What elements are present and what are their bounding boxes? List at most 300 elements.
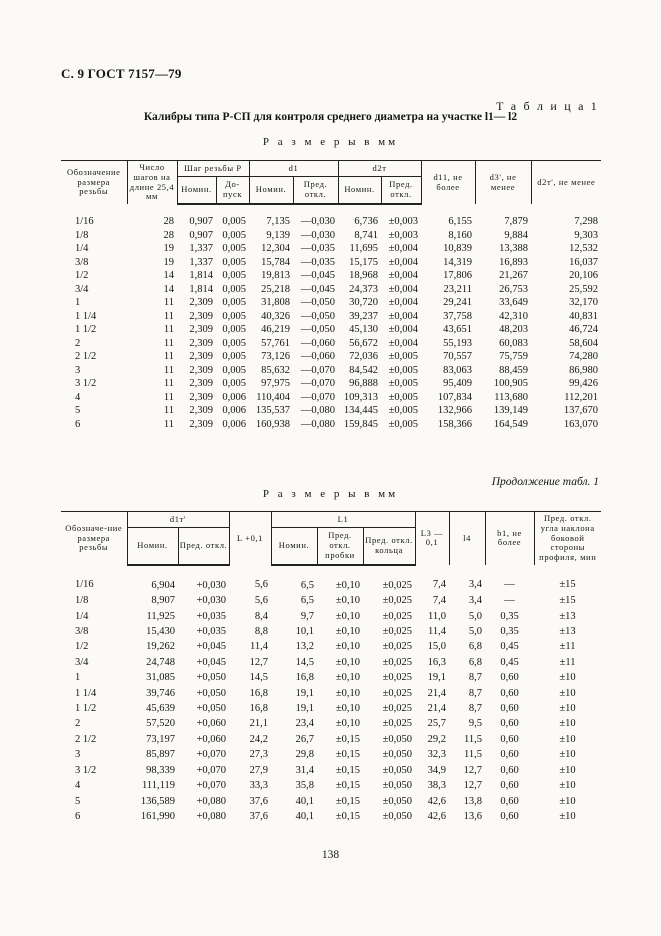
- table-cell: 10,839: [443, 243, 473, 255]
- col-designation: Обозначе-ние размера резьбы: [61, 512, 127, 565]
- table-cell: 75,759: [499, 351, 529, 363]
- table-row: [61, 377, 601, 391]
- table-cell: 2,309: [189, 418, 213, 430]
- table-cell: 0,005: [222, 378, 247, 390]
- table-cell: 84,542: [349, 364, 379, 376]
- table-cell: 18,968: [349, 270, 379, 282]
- table-cell: 85,897: [146, 749, 175, 761]
- col-pitch-tolerance: До-пуск: [216, 177, 249, 204]
- table-cell: ±0,004: [388, 324, 419, 336]
- table-row: [61, 624, 601, 639]
- table-cell: —0,050: [300, 310, 336, 322]
- table-cell: 24,2: [249, 733, 268, 745]
- row-designation: 1: [75, 297, 81, 309]
- table-cell: 0,45: [500, 656, 519, 668]
- row-designation: 3/8: [75, 256, 89, 268]
- table-cell: +0,050: [196, 703, 226, 715]
- col-d2t-limit: Пред. откл.: [381, 177, 421, 204]
- table-cell: ±0,025: [382, 656, 413, 668]
- table-cell: 2,309: [189, 310, 213, 322]
- table-cell: 19: [163, 256, 174, 268]
- table-cell: 0,005: [222, 283, 247, 295]
- table-cell: ±0,15: [335, 795, 360, 807]
- table-cell: ±0,025: [382, 595, 413, 607]
- table-row: [61, 732, 601, 747]
- table-cell: ±0,004: [388, 243, 419, 255]
- table-cell: 7,879: [504, 215, 529, 227]
- row-designation: 3/4: [75, 283, 89, 295]
- table-cell: 39,746: [146, 687, 175, 699]
- table-cell: +0,050: [196, 687, 226, 699]
- row-designation: 1/4: [75, 243, 89, 255]
- table-cell: ±10: [559, 749, 576, 761]
- table-cell: 1,814: [189, 283, 213, 295]
- row-designation: 1/2: [75, 641, 89, 653]
- table-cell: 21,4: [427, 687, 447, 699]
- table-cell: +0,070: [196, 764, 226, 776]
- col-threads: Число шагов на длине 25,4 мм: [127, 161, 177, 205]
- table-cell: 33,3: [249, 780, 268, 792]
- col-L1-nominal: Номин.: [271, 527, 317, 564]
- table-row: [61, 350, 601, 364]
- table-cell: 70,557: [443, 351, 473, 363]
- table-cell: ±0,004: [388, 256, 419, 268]
- table-cell: 48,203: [499, 324, 529, 336]
- table-cell: ±0,005: [388, 378, 419, 390]
- table-cell: 0,60: [500, 718, 519, 730]
- table-cell: 2,309: [189, 337, 213, 349]
- table-cell: 58,604: [569, 337, 599, 349]
- table-cell: 27,3: [249, 749, 268, 761]
- table-cell: 134,445: [343, 405, 379, 417]
- table-cell: ±0,004: [388, 337, 419, 349]
- row-designation: 3: [75, 749, 81, 761]
- table-cell: ±0,004: [388, 297, 419, 309]
- table-cell: ±0,10: [335, 641, 360, 653]
- col-designation: Обозначение размера резьбы: [61, 161, 127, 205]
- table-cell: 30,720: [349, 297, 379, 309]
- table-cell: 37,6: [249, 810, 268, 822]
- table-cell: 0,005: [222, 337, 247, 349]
- table-cell: 6,736: [354, 216, 379, 228]
- table-cell: 6,5: [300, 595, 314, 607]
- col-L1-ring: Пред. откл. кольца: [363, 527, 415, 564]
- table-cell: ±0,10: [335, 626, 360, 638]
- table-cell: 11,5: [464, 733, 483, 745]
- table-cell: 0,005: [222, 364, 247, 376]
- gauge-table: [61, 160, 601, 431]
- table-cell: —0,030: [300, 216, 336, 228]
- table-cell: ±0,005: [388, 405, 419, 417]
- table-cell: 19,1: [295, 703, 314, 715]
- table-row: [61, 794, 601, 809]
- table-cell: 6,5: [300, 579, 314, 591]
- table-cell: 14: [163, 270, 174, 282]
- table-cell: 2,309: [189, 391, 213, 403]
- table-cell: +0,030: [196, 579, 226, 591]
- table-cell: 40,1: [295, 810, 314, 822]
- row-designation: 2 1/2: [75, 733, 97, 745]
- row-designation: 3/8: [75, 626, 89, 638]
- continuation-label: Продолжение табл. 1: [491, 476, 599, 488]
- table-cell: 0,005: [222, 297, 247, 309]
- row-designation: 1 1/2: [75, 703, 97, 715]
- table-cell: 73,197: [146, 733, 175, 745]
- table-row: [61, 337, 601, 351]
- table-row: [61, 323, 601, 337]
- table-cell: 5,6: [254, 595, 268, 607]
- table-cell: 34,9: [427, 764, 447, 776]
- table-cell: 15,784: [261, 256, 291, 268]
- table-cell: 32,170: [569, 297, 599, 309]
- table-cell: 32,3: [427, 749, 447, 761]
- table-cell: 11: [163, 364, 174, 376]
- table-cell: 24,748: [146, 656, 175, 668]
- table-label: Т а б л и ц а 1: [496, 99, 599, 113]
- table-cell: 37,6: [249, 795, 268, 807]
- col-pitch: Шаг резьбы P: [177, 161, 249, 177]
- table-row: [61, 565, 601, 593]
- table-cell: ±10: [559, 718, 576, 730]
- table-title: Калибры типа Р-СП для контроля среднего диаметра на участке l1— l2: [143, 111, 518, 123]
- table-cell: 15,175: [349, 256, 379, 268]
- table-row: [61, 809, 601, 824]
- table-cell: 0,005: [222, 229, 247, 241]
- table-cell: ±0,003: [388, 216, 419, 228]
- table-cell: —0,050: [300, 324, 336, 336]
- table-cell: ±10: [559, 733, 576, 745]
- table-cell: 159,845: [343, 418, 379, 430]
- table-cell: —: [504, 579, 515, 591]
- table-cell: 31,808: [261, 297, 291, 309]
- table-cell: 6,155: [448, 215, 473, 227]
- table-cell: 83,063: [443, 364, 473, 376]
- table-cell: 9,7: [300, 610, 314, 622]
- table-cell: ±0,005: [388, 418, 419, 430]
- row-designation: 1/2: [75, 270, 89, 282]
- table-cell: —0,035: [300, 256, 336, 268]
- table-cell: +0,060: [196, 718, 226, 730]
- table-cell: 25,7: [427, 718, 447, 730]
- table-cell: 8,4: [254, 610, 268, 622]
- table-cell: ±0,050: [382, 764, 413, 776]
- table-cell: ±0,10: [335, 718, 360, 730]
- units-caption-2: Р а з м е р ы в мм: [262, 488, 399, 500]
- table-cell: 109,313: [343, 391, 379, 403]
- table-cell: +0,080: [196, 795, 226, 807]
- table-row: [61, 593, 601, 608]
- table-row: [61, 747, 601, 762]
- table-cell: 11: [163, 310, 174, 322]
- table-cell: 0,60: [500, 780, 519, 792]
- table-cell: 2,309: [189, 351, 213, 363]
- table-cell: 40,326: [261, 310, 291, 322]
- table-cell: 8,160: [448, 229, 473, 241]
- row-designation: 2 1/2: [75, 351, 97, 363]
- col-d2t-min: d2т', не менее: [531, 161, 601, 205]
- table-cell: —0,070: [300, 364, 336, 376]
- table-cell: —0,080: [300, 418, 336, 430]
- table-row: [61, 655, 601, 670]
- table-cell: 40,1: [295, 795, 314, 807]
- row-designation: 1 1/4: [75, 687, 97, 699]
- table-cell: 2,309: [189, 405, 213, 417]
- table-cell: 13,2: [295, 641, 314, 653]
- col-angle: Пред. откл. угла наклона боковой стороны профиля, мин: [534, 512, 601, 565]
- table-cell: 26,7: [295, 733, 314, 745]
- table-cell: 0,006: [222, 418, 247, 430]
- table-row: [61, 310, 601, 324]
- table-cell: 2,309: [189, 364, 213, 376]
- table-cell: ±15: [559, 595, 576, 607]
- col-L1: L1: [271, 512, 415, 528]
- table-row: [61, 283, 601, 297]
- table-cell: 0,35: [500, 610, 519, 622]
- table-cell: —0,080: [300, 405, 336, 417]
- table-row: [61, 269, 601, 283]
- row-designation: 2: [75, 337, 81, 349]
- table-cell: ±0,10: [335, 610, 360, 622]
- row-designation: 1 1/2: [75, 324, 97, 336]
- table-cell: 86,980: [569, 364, 599, 376]
- table-cell: ±0,025: [382, 703, 413, 715]
- table-cell: +0,060: [196, 733, 226, 745]
- table-cell: 95,409: [443, 378, 473, 390]
- table-cell: ±15: [559, 579, 576, 591]
- table-cell: —0,070: [300, 391, 336, 403]
- table-cell: 13,6: [463, 810, 483, 822]
- table-cell: 16,893: [499, 256, 529, 268]
- table-cell: 0,60: [500, 810, 519, 822]
- table-cell: 0,005: [222, 310, 247, 322]
- table-cell: 11,0: [428, 610, 447, 622]
- table-cell: ±0,005: [388, 351, 419, 363]
- table-row: [61, 204, 601, 229]
- table-cell: +0,035: [196, 626, 226, 638]
- table-cell: 28: [163, 215, 174, 227]
- table-cell: 16,8: [249, 703, 268, 715]
- table-cell: 19,1: [427, 672, 447, 684]
- table-cell: ±10: [559, 780, 576, 792]
- table-row: [61, 716, 601, 731]
- table-cell: 0,35: [500, 626, 519, 638]
- table-cell: 21,1: [249, 718, 268, 730]
- table-cell: 23,211: [443, 283, 473, 295]
- col-d1: d1: [249, 161, 338, 177]
- table-cell: 8,7: [468, 703, 483, 715]
- col-d2t-nominal: Номин.: [338, 177, 381, 204]
- table-cell: ±0,15: [335, 780, 360, 792]
- table-cell: 19: [163, 243, 174, 255]
- table-row: [61, 256, 601, 270]
- table-cell: 16,8: [295, 672, 314, 684]
- table-cell: 13,388: [499, 243, 529, 255]
- table-cell: 73,126: [261, 351, 291, 363]
- table-cell: 12,7: [463, 764, 483, 776]
- table-cell: 11: [163, 391, 174, 403]
- table-cell: 27,9: [249, 764, 268, 776]
- table-cell: —0,050: [300, 297, 336, 309]
- table-cell: 137,670: [563, 405, 599, 417]
- row-designation: 1/8: [75, 229, 89, 241]
- table-cell: +0,030: [196, 595, 226, 607]
- table-cell: 13,8: [463, 795, 483, 807]
- table-cell: 11,4: [428, 626, 447, 638]
- table-cell: 5,6: [254, 579, 268, 591]
- gauge-table-continued: [61, 511, 601, 824]
- table-cell: ±0,050: [382, 810, 413, 822]
- table-cell: +0,070: [196, 780, 226, 792]
- table-cell: ±0,050: [382, 780, 413, 792]
- table-cell: 0,005: [222, 216, 247, 228]
- table-cell: 2,309: [189, 324, 213, 336]
- table-cell: ±0,10: [335, 579, 360, 591]
- table-cell: 6,904: [151, 579, 175, 591]
- col-d1t-nominal: Номин.: [127, 527, 178, 564]
- col-d3: d3', не менее: [475, 161, 531, 205]
- table-cell: 1,814: [189, 270, 213, 282]
- table-row: [61, 639, 601, 654]
- row-designation: 4: [75, 391, 81, 403]
- table-cell: +0,045: [196, 656, 226, 668]
- table-cell: 11: [163, 378, 174, 390]
- table-cell: 46,219: [261, 324, 291, 336]
- row-designation: 1 1/4: [75, 310, 97, 322]
- table-cell: 45,639: [146, 703, 175, 715]
- table-cell: 11: [163, 337, 174, 349]
- table-cell: 163,070: [563, 418, 599, 430]
- table-cell: +0,045: [196, 641, 226, 653]
- row-designation: 6: [75, 418, 81, 430]
- table-cell: ±0,004: [388, 270, 419, 282]
- table-cell: 5,0: [468, 626, 483, 638]
- table-cell: ±0,004: [388, 310, 419, 322]
- col-L: L +0,1: [229, 512, 271, 565]
- table-cell: 39,237: [349, 310, 379, 322]
- table-cell: ±10: [559, 764, 576, 776]
- table-cell: 72,036: [349, 351, 379, 363]
- table-cell: 160,938: [255, 418, 291, 430]
- col-d1-nominal: Номин.: [249, 177, 293, 204]
- table-cell: 132,966: [437, 405, 473, 417]
- table-cell: ±0,15: [335, 733, 360, 745]
- table-cell: 29,241: [443, 297, 473, 309]
- col-d1t: d1т': [127, 512, 229, 528]
- table-cell: 0,006: [222, 405, 247, 417]
- row-designation: 1/16: [75, 215, 94, 227]
- table-cell: 0,005: [222, 351, 247, 363]
- table-cell: 15,430: [146, 626, 175, 638]
- table-cell: ±10: [559, 672, 576, 684]
- table-cell: 0,005: [222, 243, 247, 255]
- table-cell: 45,130: [349, 324, 379, 336]
- table-cell: 28: [163, 229, 174, 241]
- table-cell: ±0,10: [335, 672, 360, 684]
- table-cell: 11,5: [464, 749, 483, 761]
- table-row: [61, 242, 601, 256]
- table-cell: 99,426: [569, 378, 599, 390]
- row-designation: 5: [75, 795, 81, 807]
- table-cell: 17,806: [443, 270, 473, 282]
- table-cell: 19,1: [295, 687, 314, 699]
- table-row: [61, 418, 601, 432]
- table-cell: 42,6: [427, 795, 447, 807]
- table-cell: 8,741: [354, 229, 379, 241]
- table-cell: 0,005: [222, 270, 247, 282]
- table-cell: 19,262: [146, 641, 175, 653]
- table-cell: 21,4: [427, 703, 447, 715]
- table-cell: 46,724: [569, 324, 599, 336]
- table-cell: ±0,025: [382, 626, 413, 638]
- table-row: [61, 701, 601, 716]
- table-cell: 37,758: [443, 310, 473, 322]
- table-cell: 11,695: [349, 243, 379, 255]
- table-cell: 0,45: [500, 641, 519, 653]
- table-cell: 139,149: [493, 405, 529, 417]
- table-cell: 57,761: [261, 337, 291, 349]
- row-designation: 1: [75, 672, 81, 684]
- table-cell: 164,549: [493, 418, 529, 430]
- table-cell: —0,030: [300, 229, 336, 241]
- row-designation: 1/16: [75, 579, 94, 591]
- table-row: [61, 404, 601, 418]
- table-cell: 100,905: [493, 378, 529, 390]
- table-cell: ±0,15: [335, 764, 360, 776]
- row-designation: 5: [75, 405, 81, 417]
- table-cell: 11: [163, 324, 174, 336]
- table-cell: +0,070: [196, 749, 226, 761]
- table-cell: ±0,050: [382, 795, 413, 807]
- table-cell: 7,4: [432, 595, 447, 607]
- table-cell: —: [504, 595, 515, 607]
- table-cell: 112,201: [564, 391, 599, 403]
- page-number: 138: [321, 849, 340, 861]
- row-designation: 4: [75, 780, 81, 792]
- table-cell: ±10: [559, 703, 576, 715]
- table-cell: 0,907: [189, 229, 213, 241]
- row-designation: 3 1/2: [75, 764, 97, 776]
- table-cell: ±0,005: [388, 364, 419, 376]
- table-cell: 12,7: [249, 656, 268, 668]
- table-cell: 14,5: [249, 672, 268, 684]
- table-cell: ±10: [559, 687, 576, 699]
- table-cell: 7,4: [432, 579, 447, 591]
- table-cell: 42,6: [427, 810, 447, 822]
- table-cell: 14,5: [295, 656, 314, 668]
- table-cell: ±0,15: [335, 749, 360, 761]
- table-cell: ±13: [559, 626, 576, 638]
- table-cell: 7,298: [574, 215, 599, 227]
- row-designation: 1/4: [75, 610, 89, 622]
- table-cell: 3,4: [468, 595, 483, 607]
- table-cell: ±0,050: [382, 733, 413, 745]
- table-row: [61, 391, 601, 405]
- table-cell: 33,649: [499, 297, 529, 309]
- table-cell: 11,4: [250, 641, 268, 653]
- table-cell: 85,632: [261, 364, 291, 376]
- table-cell: 3,4: [468, 579, 483, 591]
- row-designation: 3/4: [75, 656, 89, 668]
- table-cell: 88,459: [499, 364, 529, 376]
- table-cell: 40,831: [569, 310, 599, 322]
- col-L1-plug: Пред. откл. пробки: [317, 527, 363, 564]
- table-cell: 0,60: [500, 749, 519, 761]
- table-cell: 15,0: [427, 641, 447, 653]
- table-cell: 11: [163, 418, 174, 430]
- table-cell: 12,7: [463, 780, 483, 792]
- table-cell: —0,060: [300, 351, 336, 363]
- col-d11: d11, не более: [421, 161, 475, 205]
